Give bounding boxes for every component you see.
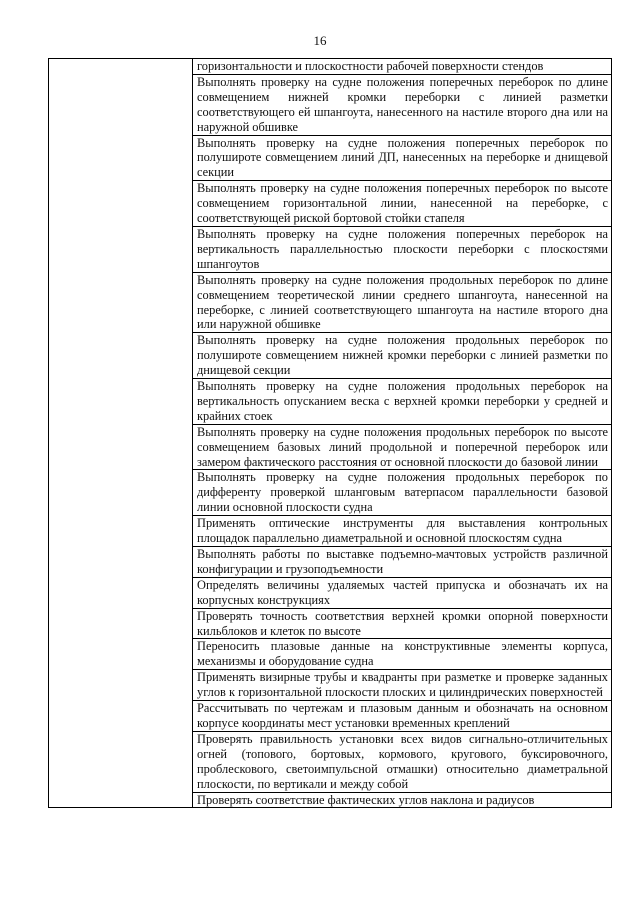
skill-cell: Рассчитывать по чертежам и плазовым данным и обозначать на основном корпусе координаты мест установки временных креплений [193, 701, 612, 732]
skill-cell: Выполнять работы по выставке подъемно-мачтовых устройств различной конфигурации и грузоподъемности [193, 547, 612, 578]
skill-cell: Выполнять проверку на судне положения поперечных переборок по полушироте совмещением линий ДП, нанесенных на переборке и днищевой секции [193, 135, 612, 181]
skill-cell: Выполнять проверку на судне положения поперечных переборок по высоте совмещением горизонтальной линии, нанесенной на переборке, с соответствующей риской бортовой стойки стапеля [193, 181, 612, 227]
skill-cell: Применять визирные трубы и квадранты при разметке и проверке заданных углов к горизонтальной плоскости плоских и цилиндрических поверхностей [193, 670, 612, 701]
skill-cell: Выполнять проверку на судне положения продольных переборок по высоте совмещением базовых линий продольной и поперечной переборок или замером фактического расстояния от основной плоскости до базовой линии [193, 424, 612, 470]
left-column-cell [49, 59, 193, 808]
skill-cell: Выполнять проверку на судне положения продольных переборок по дифференту проверкой шланговым ватерпасом параллельности базовой линии основной плоскости судна [193, 470, 612, 516]
skill-cell: Проверять соответствие фактических углов наклона и радиусов [193, 792, 612, 808]
skill-cell: Выполнять проверку на судне положения поперечных переборок на вертикальность параллельностью плоскости переборки с плоскостями шпангоутов [193, 226, 612, 272]
skill-cell: Применять оптические инструменты для выставления контрольных площадок параллельно диаметральной и основной плоскостям судна [193, 516, 612, 547]
skill-cell: Проверять точность соответствия верхней кромки опорной поверхности кильблоков и клеток по высоте [193, 608, 612, 639]
skill-cell: Проверять правильность установки всех видов сигнально-отличительных огней (топового, бортовых, кормового, кругового, буксировочного, проблескового, светоимпульсной отмашки) относительно диаметральной плоскости, по вертикали и между собой [193, 731, 612, 792]
skill-cell: Выполнять проверку на судне положения продольных переборок на вертикальность опусканием веска с верхней кромки переборки у средней и крайних стоек [193, 379, 612, 425]
skill-cell: Определять величины удаляемых частей припуска и обозначать их на корпусных конструкциях [193, 577, 612, 608]
skill-cell: Выполнять проверку на судне положения продольных переборок по полушироте совмещением нижней кромки переборки с линией разметки по днищевой секции [193, 333, 612, 379]
skill-cell: Выполнять проверку на судне положения поперечных переборок по длине совмещением нижней кромки переборки с линией разметки соответствующего ей шпангоута, нанесенного на настиле второго дна или на наружной обшивке [193, 74, 612, 135]
skill-cell: горизонтальности и плоскостности рабочей поверхности стендов [193, 59, 612, 75]
table-row [49, 59, 612, 75]
skill-cell: Переносить плазовые данные на конструктивные элементы корпуса, механизмы и оборудование судна [193, 639, 612, 670]
skills-table-body [49, 59, 612, 808]
skill-cell: Выполнять проверку на судне положения продольных переборок по длине совмещением теоретической линии среднего шпангоута, нанесенной на переборке, с линией соответствующего шпангоута на настиле второго дна или наружной обшивке [193, 272, 612, 333]
skills-table [48, 58, 612, 808]
page-number: 16 [313, 33, 327, 48]
